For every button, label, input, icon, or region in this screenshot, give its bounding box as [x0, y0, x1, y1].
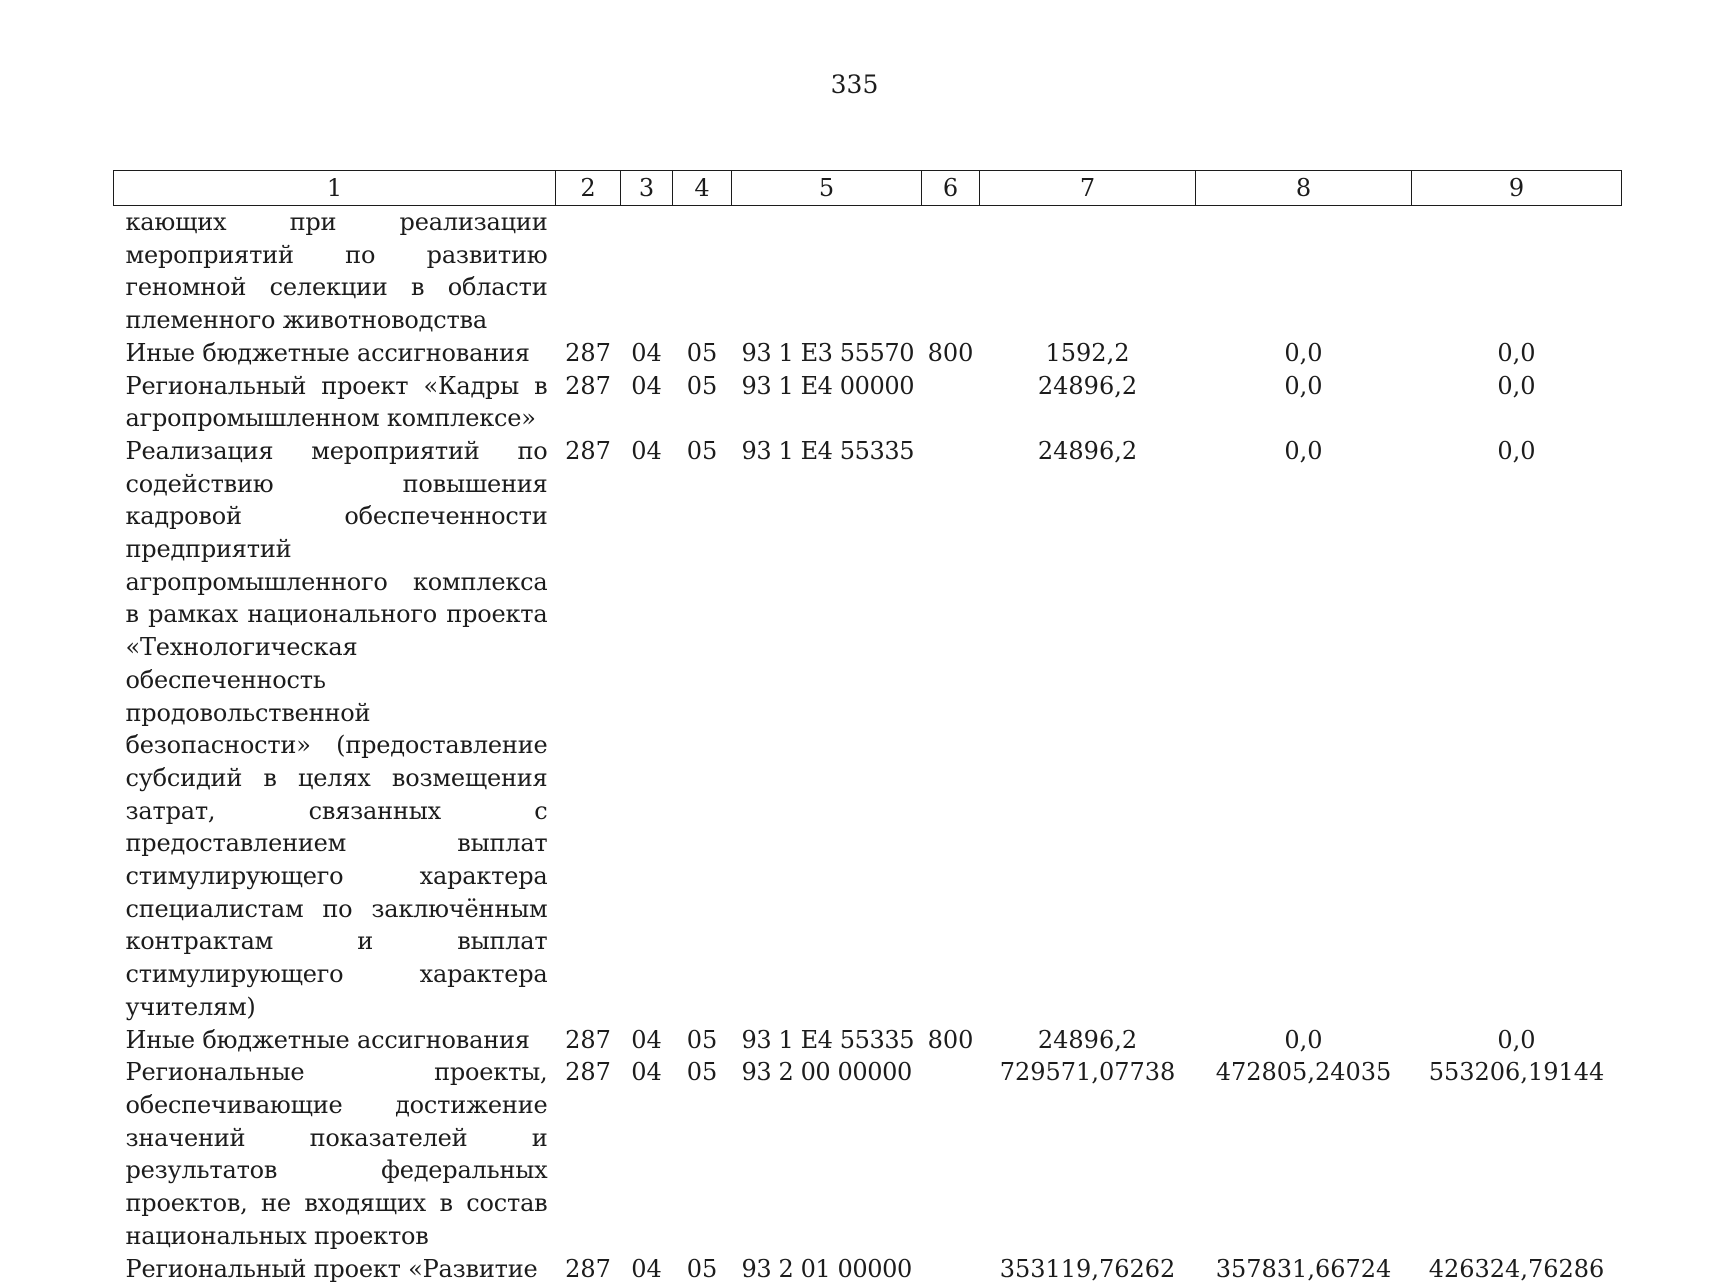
- cell-col6: [922, 206, 980, 337]
- cell-col7: 353119,76262: [980, 1253, 1196, 1285]
- cell-col9: 553206,19144: [1412, 1056, 1622, 1252]
- cell-col9: 0,0: [1412, 370, 1622, 435]
- cell-col4: 05: [673, 435, 732, 1024]
- cell-col4: 05: [673, 1024, 732, 1057]
- cell-col3: 04: [621, 370, 673, 435]
- cell-col6: [922, 1253, 980, 1285]
- cell-col6: [922, 1056, 980, 1252]
- row-name: Региональный проект «Кадры в агропромышленном комплексе»: [114, 370, 556, 435]
- table-row: [114, 1253, 1622, 1285]
- cell-col8: 472805,24035: [1196, 1056, 1412, 1252]
- row-name: Иные бюджетные ассигнования: [114, 1024, 556, 1057]
- column-header-5: 5: [732, 171, 922, 206]
- cell-col2: [556, 206, 621, 337]
- cell-col5: 93 1 E4 55335: [732, 435, 922, 1024]
- table-row: [114, 337, 1622, 370]
- cell-col8: 0,0: [1196, 337, 1412, 370]
- cell-col5: 93 1 E4 00000: [732, 370, 922, 435]
- column-header-4: 4: [673, 171, 732, 206]
- cell-col5: 93 2 01 00000: [732, 1253, 922, 1285]
- cell-col7: 24896,2: [980, 370, 1196, 435]
- column-header-3: 3: [621, 171, 673, 206]
- table-row: [114, 1056, 1622, 1252]
- cell-col7: 24896,2: [980, 1024, 1196, 1057]
- cell-col8: 357831,66724: [1196, 1253, 1412, 1285]
- cell-col2: 287: [556, 370, 621, 435]
- cell-col5: [732, 206, 922, 337]
- cell-col3: 04: [621, 337, 673, 370]
- cell-col2: 287: [556, 337, 621, 370]
- cell-col8: 0,0: [1196, 435, 1412, 1024]
- cell-col6: 800: [922, 337, 980, 370]
- column-header-8: 8: [1196, 171, 1412, 206]
- column-header-7: 7: [980, 171, 1196, 206]
- cell-col9: 0,0: [1412, 1024, 1622, 1057]
- cell-col9: 0,0: [1412, 435, 1622, 1024]
- column-header-9: 9: [1412, 171, 1622, 206]
- row-name: Реализация мероприятий по содействию повышения кадровой обеспеченности предприятий агропромышленного комплекса в рамках национального проекта «Технологическая обеспеченность продовольственной безопасности» (предоставление субсидий в целях возмещения затрат, связанных с предоставлением выплат стимулирующего характера специалистам по заключённым контрактам и выплат стимулирующего характера учителям): [114, 435, 556, 1024]
- cell-col2: 287: [556, 1024, 621, 1057]
- cell-col2: 287: [556, 1253, 621, 1285]
- cell-col3: 04: [621, 1253, 673, 1285]
- page-number: 335: [0, 70, 1709, 100]
- column-header-2: 2: [556, 171, 621, 206]
- cell-col8: 0,0: [1196, 370, 1412, 435]
- column-header-6: 6: [922, 171, 980, 206]
- cell-col3: [621, 206, 673, 337]
- cell-col4: 05: [673, 370, 732, 435]
- cell-col4: 05: [673, 337, 732, 370]
- row-name: кающих при реализации мероприятий по развитию геномной селекции в области племенного животноводства: [114, 206, 556, 337]
- cell-col4: 05: [673, 1253, 732, 1285]
- cell-col3: 04: [621, 1056, 673, 1252]
- column-header-1: 1: [114, 171, 556, 206]
- cell-col3: 04: [621, 435, 673, 1024]
- table-row: [114, 1024, 1622, 1057]
- row-name: Региональные проекты, обеспечивающие достижение значений показателей и результатов федеральных проектов, не входящих в состав национальных проектов: [114, 1056, 556, 1252]
- budget-table: [113, 170, 1622, 1285]
- cell-col2: 287: [556, 435, 621, 1024]
- cell-col5: 93 1 E3 55570: [732, 337, 922, 370]
- cell-col2: 287: [556, 1056, 621, 1252]
- cell-col6: [922, 370, 980, 435]
- row-name: Иные бюджетные ассигнования: [114, 337, 556, 370]
- table-row: [114, 206, 1622, 337]
- cell-col4: [673, 206, 732, 337]
- cell-col5: 93 2 00 00000: [732, 1056, 922, 1252]
- cell-col9: 426324,76286: [1412, 1253, 1622, 1285]
- cell-col3: 04: [621, 1024, 673, 1057]
- column-number-header-row: [114, 171, 1622, 206]
- cell-col8: 0,0: [1196, 1024, 1412, 1057]
- cell-col6: 800: [922, 1024, 980, 1057]
- table-row: [114, 370, 1622, 435]
- cell-col9: [1412, 206, 1622, 337]
- cell-col9: 0,0: [1412, 337, 1622, 370]
- cell-col7: 24896,2: [980, 435, 1196, 1024]
- cell-col7: [980, 206, 1196, 337]
- cell-col4: 05: [673, 1056, 732, 1252]
- cell-col8: [1196, 206, 1412, 337]
- cell-col5: 93 1 E4 55335: [732, 1024, 922, 1057]
- cell-col7: 1592,2: [980, 337, 1196, 370]
- table-row: [114, 435, 1622, 1024]
- cell-col6: [922, 435, 980, 1024]
- row-name: Региональный проект «Развитие: [114, 1253, 556, 1285]
- cell-col7: 729571,07738: [980, 1056, 1196, 1252]
